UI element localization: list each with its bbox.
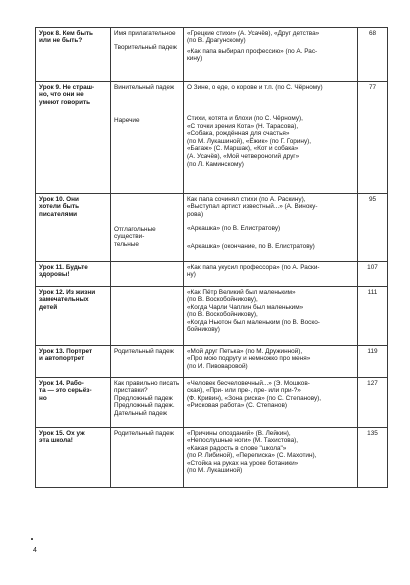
page-cell xyxy=(358,194,388,262)
lesson-title-cell xyxy=(36,287,111,346)
lesson-row xyxy=(36,287,388,346)
lesson-title: Урок 9. Не страш- но, что они не умеют говорить xyxy=(39,83,95,106)
page-cell xyxy=(358,28,388,82)
reading-text: О Зине, о еде, о корове и т.п. (по С. Чёрному) xyxy=(187,83,323,91)
grammar-topic: Имя прилагательное xyxy=(114,29,176,37)
lesson-row xyxy=(36,262,388,287)
reading-text: «Как папа выбирал профессию» (по А. Рас- кину) xyxy=(187,47,318,63)
lesson-title-cell xyxy=(36,82,111,194)
reading-text: «Причины опозданий» (В. Лейкин), «Непослушные ноги» (М. Тахистова), «Какая радость в слове "школа"» (по Р. Либиной), «Переписка» (С. Махотин), «Стойка на руках на уроке ботаники» (по М. Лукашиной) xyxy=(187,429,317,475)
reading-text: Стихи, котята и блохи (по С. Чёрному), «С точки зрения Кота» (Н. Тарасова), «Собака, рождённая для счастья» (по М. Лукашиной), «Ёжик» (по Г. Горину), «Багаж» (С. Маршак), «Кот и собака» (А. Усачёв), «Мой четвероногий друг» (по Л. Каминскому) xyxy=(187,115,312,168)
texts-cell xyxy=(184,82,358,194)
lesson-row xyxy=(36,378,388,428)
lessons-table xyxy=(35,27,388,488)
reading-text: «Человек бесчеловечный...» (Э. Мошков- ская), «При- или пре-, пре- или при-?» (Ф. Кривин), «Зона риска» (по С. Степанову), «Рисковая работа» (С. Степанов) xyxy=(187,379,322,410)
texts-cell xyxy=(184,287,358,346)
page-cell xyxy=(358,346,388,378)
lesson-title: Урок 13. Портрет и автопортрет xyxy=(39,347,93,363)
lesson-title: Урок 14. Рабо- та — это серьёз- но xyxy=(39,379,92,402)
grammar-cell xyxy=(111,194,184,262)
reading-text: «Аркашка» (окончание, по В. Елистратову) xyxy=(187,242,315,250)
lesson-title-cell xyxy=(36,28,111,82)
lesson-title: Урок 12. Из жизни замечательных детей xyxy=(39,288,96,311)
grammar-cell xyxy=(111,346,184,378)
page-ref: 77 xyxy=(368,83,377,91)
reading-text: Как папа сочинял стихи (по А. Раскину), «Выступал артист известный...» (А. Винокy- рова) xyxy=(187,195,318,218)
page-ref: 111 xyxy=(367,288,378,296)
grammar-topic: Винительный падеж xyxy=(114,83,175,91)
page-ref: 119 xyxy=(367,347,378,355)
texts-cell xyxy=(184,194,358,262)
grammar-topic: Наречие xyxy=(114,117,140,125)
lesson-title: Урок 10. Они хотели быть писателями xyxy=(39,195,80,218)
lesson-title: Урок 8. Кем быть или не быть? xyxy=(39,29,93,45)
grammar-topic: Творительный падеж xyxy=(114,44,177,52)
texts-cell xyxy=(184,346,358,378)
page-ref: 107 xyxy=(367,263,378,271)
lesson-title: Урок 11. Будьте здоровы! xyxy=(39,263,88,279)
lesson-row xyxy=(36,28,388,82)
grammar-topic: Родительный падеж xyxy=(114,347,174,355)
reading-text: «Как папа укусил профессора» (по А. Раски- ну) xyxy=(187,263,320,279)
grammar-topic: Родительный падеж xyxy=(114,429,174,437)
grammar-cell xyxy=(111,82,184,194)
lesson-row xyxy=(36,428,388,488)
grammar-cell xyxy=(111,378,184,428)
page-ref: 127 xyxy=(367,379,378,387)
page-cell xyxy=(358,378,388,428)
page-ref: 68 xyxy=(368,29,377,37)
grammar-topic: Как правильно писать приставки? Предложный падеж Предложный падеж. Дательный падеж xyxy=(114,379,180,417)
lesson-title-cell xyxy=(36,194,111,262)
lesson-row xyxy=(36,346,388,378)
grammar-cell xyxy=(111,262,184,287)
grammar-cell xyxy=(111,287,184,346)
reading-text: «Мой друг Петька» (по М. Дружинной), «Про мою подругу и немножко про меня» (по И. Пивоваровой) xyxy=(187,347,311,370)
stray-dot xyxy=(31,538,33,540)
page-number: 4 xyxy=(33,547,37,554)
reading-text: «Аркашка» (по В. Елистратову) xyxy=(187,225,281,233)
lesson-row xyxy=(36,194,388,262)
texts-cell xyxy=(184,428,358,488)
lesson-title: Урок 15. Ох уж эта школа! xyxy=(39,429,85,445)
page-cell xyxy=(358,287,388,346)
lesson-title-cell xyxy=(36,346,111,378)
lesson-title-cell xyxy=(36,262,111,287)
reading-text: «Грецкие стихи» (А. Усачёв), «Друг детства» (по В. Драгунскому) xyxy=(187,29,320,45)
page-cell xyxy=(358,428,388,488)
lesson-title-cell xyxy=(36,428,111,488)
page-cell xyxy=(358,262,388,287)
grammar-topic: Отглагольные существи- тельные xyxy=(114,225,156,248)
reading-text: «Как Пётр Великий был маленьким» (по В. Воскобойникову), «Когда Чарли Чаплин был маленьким» (по В. Воскобойникову), «Когда Ньютон был маленьким (по В. Воско- бойникову) xyxy=(187,288,320,334)
lesson-row xyxy=(36,82,388,194)
page-cell xyxy=(358,82,388,194)
texts-cell xyxy=(184,28,358,82)
grammar-cell xyxy=(111,28,184,82)
page-ref: 135 xyxy=(367,429,378,437)
texts-cell xyxy=(184,262,358,287)
grammar-cell xyxy=(111,428,184,488)
lesson-title-cell xyxy=(36,378,111,428)
texts-cell xyxy=(184,378,358,428)
page-ref: 95 xyxy=(368,195,377,203)
